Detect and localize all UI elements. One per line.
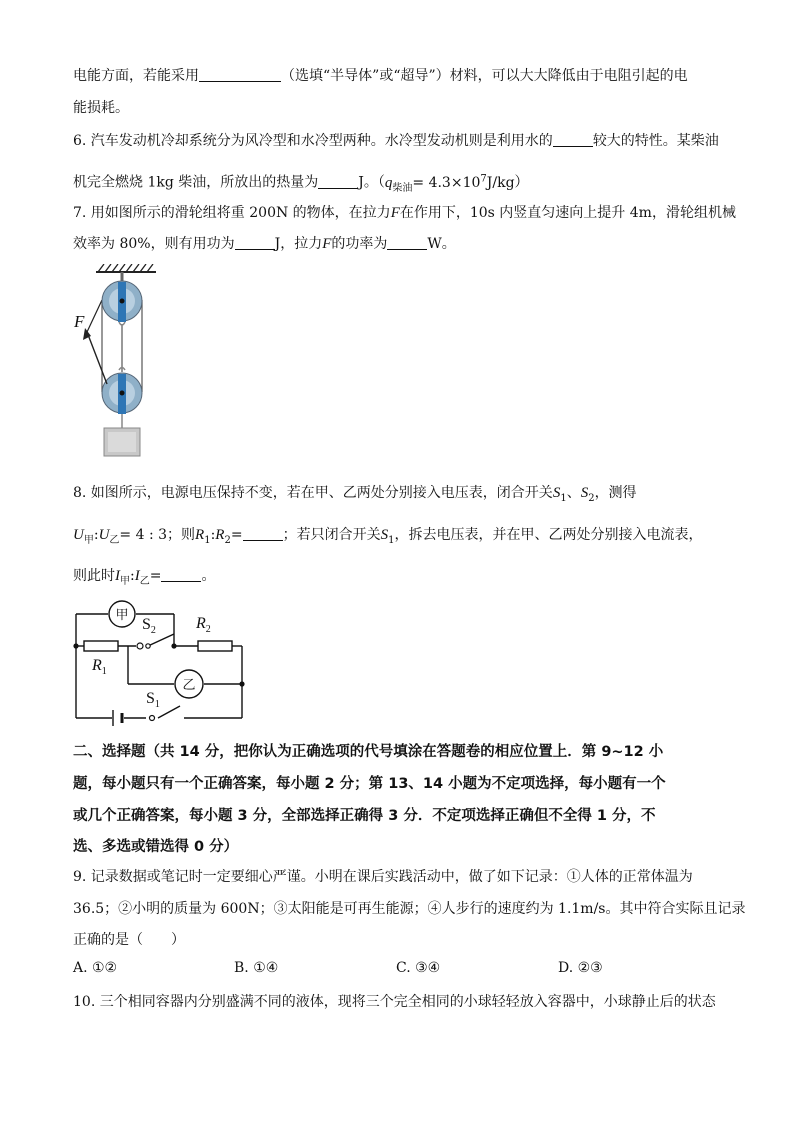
- label-s1: $S_1$: [146, 690, 160, 710]
- q9-option-a[interactable]: A. ①②: [73, 960, 118, 976]
- q5-answer-blank[interactable]: [199, 67, 281, 82]
- switch-s2: [146, 644, 150, 648]
- q9-option-b[interactable]: B. ①④: [234, 960, 279, 976]
- section2-line-2: 题，每小题只有一个正确答案，每小题 2 分；第 13、14 小题为不定项选择，每小题有一个: [73, 776, 666, 792]
- q9-line-2: 36.5；②小明的质量为 600N；③太阳能是可再生能源；④人步行的速度约为 1.1m/s。其中符合实际且记录: [73, 901, 746, 917]
- force-label: F: [74, 312, 85, 331]
- q6-text-b: 较大的特性。某柴油: [592, 133, 719, 149]
- label-r2: $R_2$: [196, 615, 211, 635]
- q9-line-3: 正确的是（ ）: [73, 932, 185, 948]
- meter-jia-label: 甲: [115, 608, 129, 623]
- q10-line-1: 10. 三个相同容器内分别盛满不同的液体，现将三个完全相同的小球轻轻放入容器中，小球静止后的状态: [73, 994, 716, 1010]
- q6-formula: $q_{柴油}= 4.3\times 10^7J/kg$: [384, 173, 515, 194]
- q8-blank-2[interactable]: [161, 567, 201, 582]
- switch-s1: [150, 716, 155, 721]
- q7-line-1: 7. 用如图所示的滑轮组将重 200N 的物体，在拉力F在作用下，10s 内竖直匀速向上提升 4m，滑轮组机械: [73, 205, 736, 221]
- section2-line-4: 选、多选或错选得 0 分）: [73, 839, 239, 855]
- resistor-r2: [198, 641, 232, 651]
- q8-line-1: 8. 如图所示，电源电压保持不变，若在甲、乙两处分别接入电压表，闭合开关$S_1$、$S_2$，测得: [73, 485, 637, 504]
- q7-blank-1[interactable]: [235, 235, 275, 250]
- q7-line-2: 效率为 80%，则有用功为 J，拉力F的功率为 W。: [73, 236, 456, 252]
- q5-line-1: [73, 66, 688, 86]
- meter-yi-label: 乙: [182, 678, 196, 693]
- resistor-r1: [84, 641, 118, 651]
- q6-blank-2[interactable]: [318, 174, 358, 189]
- q8-blank-1[interactable]: [243, 526, 283, 541]
- label-s2: $S_2$: [142, 616, 156, 636]
- q9-line-1: 9. 记录数据或笔记时一定要细心严谨。小明在课后实践活动中，做了如下记录：①人体的正常体温为: [73, 869, 693, 885]
- q9-option-d[interactable]: D. ②③: [558, 960, 603, 976]
- q6-text-a: 6. 汽车发动机冷却系统分为风冷型和水冷型两种。水冷型发动机则是利用水的: [73, 133, 553, 149]
- q6-text-c: 机完全燃烧 1kg 柴油，所放出的热量为: [73, 174, 319, 191]
- section2-line-1: 二、选择题（共 14 分，把你认为正确选项的代号填涂在答题卷的相应位置上．第 9~12 小: [73, 744, 664, 760]
- q6-text-d: J。（: [358, 174, 385, 191]
- circuit-figure: [66, 596, 256, 726]
- q8-line-2: $U_甲:U_乙= 4$ : 3；则$R_1:R_2=$ ；若只闭合开关$S_1$，拆去电压表，并在甲、乙两处分别接入电流表，: [73, 527, 703, 546]
- section2-line-3: 或几个正确答案，每小题 3 分，全部选择正确得 3 分．不定项选择正确但不全得 1 分，不: [73, 808, 656, 824]
- q6-blank-1[interactable]: [553, 132, 593, 147]
- pulley-figure: [68, 264, 168, 460]
- q5-text-a: 电能方面，若能采用: [73, 68, 199, 84]
- q8-line-3: 则此时$I_甲:I_乙=$ 。: [73, 568, 216, 587]
- q5-line-2: 能损耗。: [73, 100, 129, 116]
- label-r1: $R_1$: [92, 657, 107, 677]
- q5-text-b: （选填“半导体”或“超导”）材料，可以大大降低由于电阻引起的电: [281, 68, 688, 84]
- q6-line-1: [73, 131, 719, 151]
- q6-line-2: 机完全燃烧 1kg 柴油，所放出的热量为 J。$(q_{柴油}= 4.3\times 10^7J/kg)$: [73, 173, 529, 194]
- q7-blank-2[interactable]: [387, 235, 427, 250]
- q9-option-c[interactable]: C. ③④: [396, 960, 441, 976]
